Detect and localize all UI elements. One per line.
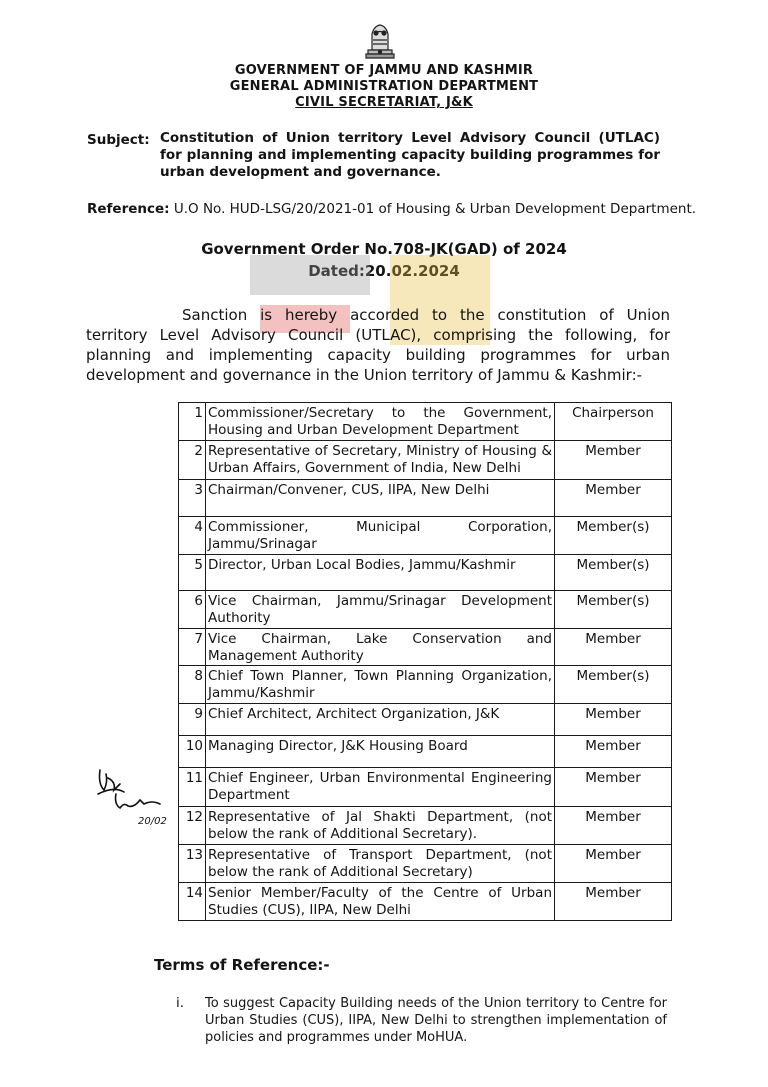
member-num: 8 — [179, 666, 206, 704]
table-row — [179, 807, 672, 845]
reference-label: Reference: — [87, 201, 170, 217]
member-desc: Chairman/Convener, CUS, IIPA, New Delhi — [206, 480, 555, 517]
member-num: 6 — [179, 591, 206, 629]
table-row — [179, 768, 672, 807]
member-num: 1 — [179, 403, 206, 441]
subject-label: Subject: — [87, 132, 150, 148]
member-role: Member(s) — [555, 666, 672, 704]
member-num: 9 — [179, 704, 206, 736]
member-num: 14 — [179, 883, 206, 921]
member-role: Member(s) — [555, 591, 672, 629]
member-num: 10 — [179, 736, 206, 768]
table-row — [179, 883, 672, 921]
member-desc: Managing Director, J&K Housing Board — [206, 736, 555, 768]
table-row — [179, 403, 672, 441]
table-row — [179, 666, 672, 704]
order-date: Dated:20.02.2024 — [308, 262, 460, 280]
member-num: 7 — [179, 629, 206, 666]
reference-text: U.O No. HUD-LSG/20/2021-01 of Housing & Urban Development Department. — [173, 201, 697, 217]
member-role: Member — [555, 768, 672, 807]
table-row — [179, 555, 672, 591]
table-row — [179, 480, 672, 517]
member-num: 11 — [179, 768, 206, 807]
member-role: Chairperson — [555, 403, 672, 441]
member-desc: Representative of Transport Department, (not below the rank of Additional Secretary) — [206, 845, 555, 883]
member-role: Member(s) — [555, 555, 672, 591]
table-row — [179, 441, 672, 480]
member-num: 5 — [179, 555, 206, 591]
handwritten-signature — [94, 764, 180, 834]
member-desc: Commissioner/Secretary to the Government, Housing and Urban Development Department — [206, 403, 555, 441]
member-num: 4 — [179, 517, 206, 555]
state-emblem-icon — [358, 20, 402, 62]
terms-heading: Terms of Reference:- — [154, 956, 330, 974]
member-desc: Vice Chairman, Lake Conservation and Management Authority — [206, 629, 555, 666]
sanction-paragraph: Sanction is hereby accorded to the constitution of Union territory Level Advisory Council (UTLAC), comprising the following, for planning and implementing capacity building programmes for urban development and governance in the Union territory of Jammu & Kashmir:- — [86, 306, 670, 384]
member-role: Member — [555, 845, 672, 883]
member-role: Member(s) — [555, 517, 672, 555]
member-num: 3 — [179, 480, 206, 517]
signature-date: 20/02 — [138, 816, 167, 827]
council-members-table — [178, 402, 672, 921]
table-row — [179, 736, 672, 768]
table-row — [179, 845, 672, 883]
table-row — [179, 591, 672, 629]
member-desc: Vice Chairman, Jammu/Srinagar Development Authority — [206, 591, 555, 629]
subject-text: Constitution of Union territory Level Advisory Council (UTLAC) for planning and implementing capacity building programmes for urban development and governance. — [160, 130, 660, 180]
member-num: 12 — [179, 807, 206, 845]
table-row — [179, 704, 672, 736]
member-role: Member — [555, 807, 672, 845]
member-role: Member — [555, 441, 672, 480]
member-desc: Representative of Secretary, Ministry of Housing & Urban Affairs, Government of India, New Delhi — [206, 441, 555, 480]
member-num: 2 — [179, 441, 206, 480]
member-role: Member — [555, 629, 672, 666]
header-government: GOVERNMENT OF JAMMU AND KASHMIR — [234, 63, 534, 78]
member-desc: Chief Architect, Architect Organization, J&K — [206, 704, 555, 736]
member-role: Member — [555, 883, 672, 921]
order-title: Government Order No.708-JK(GAD) of 2024 — [201, 240, 567, 258]
table-row — [179, 517, 672, 555]
member-desc: Commissioner, Municipal Corporation, Jammu/Srinagar — [206, 517, 555, 555]
member-desc: Chief Town Planner, Town Planning Organization, Jammu/Kashmir — [206, 666, 555, 704]
member-desc: Senior Member/Faculty of the Centre of Urban Studies (CUS), IIPA, New Delhi — [206, 883, 555, 921]
member-role: Member — [555, 736, 672, 768]
member-desc: Representative of Jal Shakti Department, (not below the rank of Additional Secretary). — [206, 807, 555, 845]
member-desc: Chief Engineer, Urban Environmental Engineering Department — [206, 768, 555, 807]
header-secretariat: CIVIL SECRETARIAT, J&K — [295, 95, 473, 110]
terms-item-number: i. — [176, 995, 185, 1011]
terms-item-text: To suggest Capacity Building needs of the Union territory to Centre for Urban Studies (CUS), IIPA, New Delhi to strengthen implementation of policies and programmes under MoHUA. — [205, 996, 667, 1045]
reference — [87, 201, 696, 217]
member-role: Member — [555, 480, 672, 517]
member-desc: Director, Urban Local Bodies, Jammu/Kashmir — [206, 555, 555, 591]
member-num: 13 — [179, 845, 206, 883]
member-role: Member — [555, 704, 672, 736]
table-row — [179, 629, 672, 666]
header-department: GENERAL ADMINISTRATION DEPARTMENT — [229, 79, 539, 94]
